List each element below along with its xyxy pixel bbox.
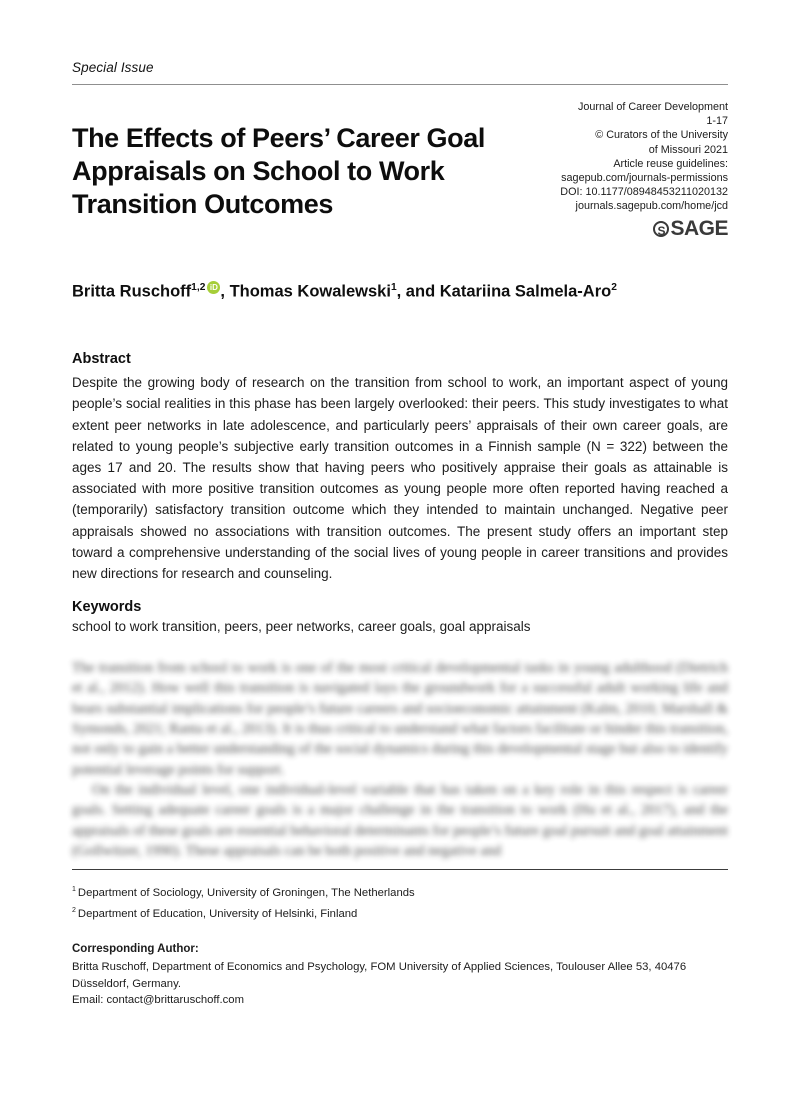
abstract-heading: Abstract — [72, 351, 131, 368]
keywords-heading: Keywords — [72, 599, 142, 616]
author-name-3: Katariina Salmela-Aro — [439, 282, 612, 301]
affiliations — [72, 881, 728, 924]
abstract-text: Despite the growing body of research on the transition from school to work, an important aspect of young people’s social realities in this phase has been largely overlooked: their peers. This study investigates to what extent peer networks in late adolescence, and particularly peers’ appraisals of their own career goals, are related to young people’s subjective early transition outcomes in a Finnish sample (N = 322) between the ages 17 and 20. The results show that having peers who positively appraise their goals as attainable is associated with more positive transition outcomes as young people more often reported having reached a (temporarily) satisfactory transition outcome which they intended to maintain unchanged. Negative peer appraisals showed no associations with transition outcomes. The present study offers an important step toward a comprehensive understanding of the social lives of young people in career transitions and provides new directions for research and counseling. — [72, 375, 728, 581]
corresponding-author-email: Email: contact@brittaruschoff.com — [72, 994, 244, 1007]
author-2-affiliation-marks: 1 — [390, 281, 397, 293]
sage-logo-text: SAGE — [670, 216, 728, 240]
keywords-text: school to work transition, peers, peer networks, career goals, goal appraisals — [72, 619, 531, 635]
journal-name: Journal of Career Development — [577, 101, 728, 113]
affiliation-1-mark: 1 — [72, 886, 76, 894]
section-label: Special Issue — [72, 60, 154, 75]
author-name-2: Thomas Kowalewski — [229, 282, 391, 301]
affiliation-1-text: Department of Sociology, University of Groningen, The Netherlands — [77, 886, 415, 899]
corresponding-author-block — [72, 941, 728, 1009]
article-title — [72, 99, 547, 237]
author-separator-and: , and — [396, 282, 440, 301]
author-3-affiliation-marks: 2 — [611, 281, 617, 293]
affiliation-2-mark: 2 — [72, 907, 76, 915]
copyright-line-2: of Missouri 2021 — [648, 143, 728, 156]
abstract-section — [72, 351, 728, 584]
header-divider — [72, 84, 728, 85]
intro-paragraph-2: On the individual level, one individual-level variable that has taken on a key role in this respect is career goals. Setting adequate career goals is a major challenge in the transition to work (Hu et al., 2017), and the appraisals of these goals are essential behavioral determinants for people’s future goal pursuit and goal attainment (Gollwitzer, 1990). These appraisals can be both positive and negative and — [72, 781, 728, 859]
title-line-3: Transition Outcomes — [72, 189, 333, 219]
sage-logo — [547, 216, 728, 240]
article-header — [72, 99, 728, 240]
author-separator: , — [220, 282, 230, 301]
intro-paragraph-1: The transition from school to work is one of the most critical developmental tasks in young adulthood (Dietrich et al., 2012). How well this transition is navigated lays the groundwork for a successful adult working life and bears substantial implications for people’s future careers and socioeconomic attainment (Kalm, 2010; Marshall & Symonds, 2021; Ranta et al., 2013). It is thus critical to understand what factors facilitate or hinder this transition, not only to gain a better understanding of the social dynamics during this developmental stage but also to identify potential leverage points for support. — [72, 660, 728, 778]
author-1-affiliation-marks: 1,2 — [191, 281, 206, 293]
journal-metadata — [547, 99, 728, 240]
author-byline — [72, 281, 728, 302]
title-line-1: The Effects of Peers’ Career Goal — [72, 123, 485, 153]
author-name-1: Britta Ruschoff — [72, 282, 192, 301]
corresponding-author-address: Britta Ruschoff, Department of Economics and Psychology, FOM University of Applied Sciences, Toulouser Allee 53, 40476 Düsseldorf, Germany. — [72, 961, 687, 990]
affiliation-2 — [72, 902, 728, 923]
orcid-icon[interactable]: iD — [207, 281, 220, 294]
copyright-line-1: © Curators of the University — [595, 129, 728, 142]
sage-logo-icon: S — [653, 221, 669, 237]
reuse-guidelines-label: Article reuse guidelines: — [613, 157, 728, 170]
page-range: 1-17 — [706, 115, 728, 128]
footnote-divider — [72, 869, 728, 870]
affiliation-1 — [72, 881, 728, 902]
doi: DOI: 10.1177/08948453211020132 — [560, 186, 728, 199]
corresponding-author-heading: Corresponding Author: — [72, 942, 199, 955]
introduction-text-blurred — [72, 658, 728, 861]
title-line-2: Appraisals on School to Work — [72, 156, 445, 186]
affiliation-2-text: Department of Education, University of Helsinki, Finland — [77, 908, 358, 921]
journal-home-url: journals.sagepub.com/home/jcd — [575, 200, 728, 213]
keywords-section — [72, 599, 728, 634]
permissions-url: sagepub.com/journals-permissions — [561, 172, 728, 185]
